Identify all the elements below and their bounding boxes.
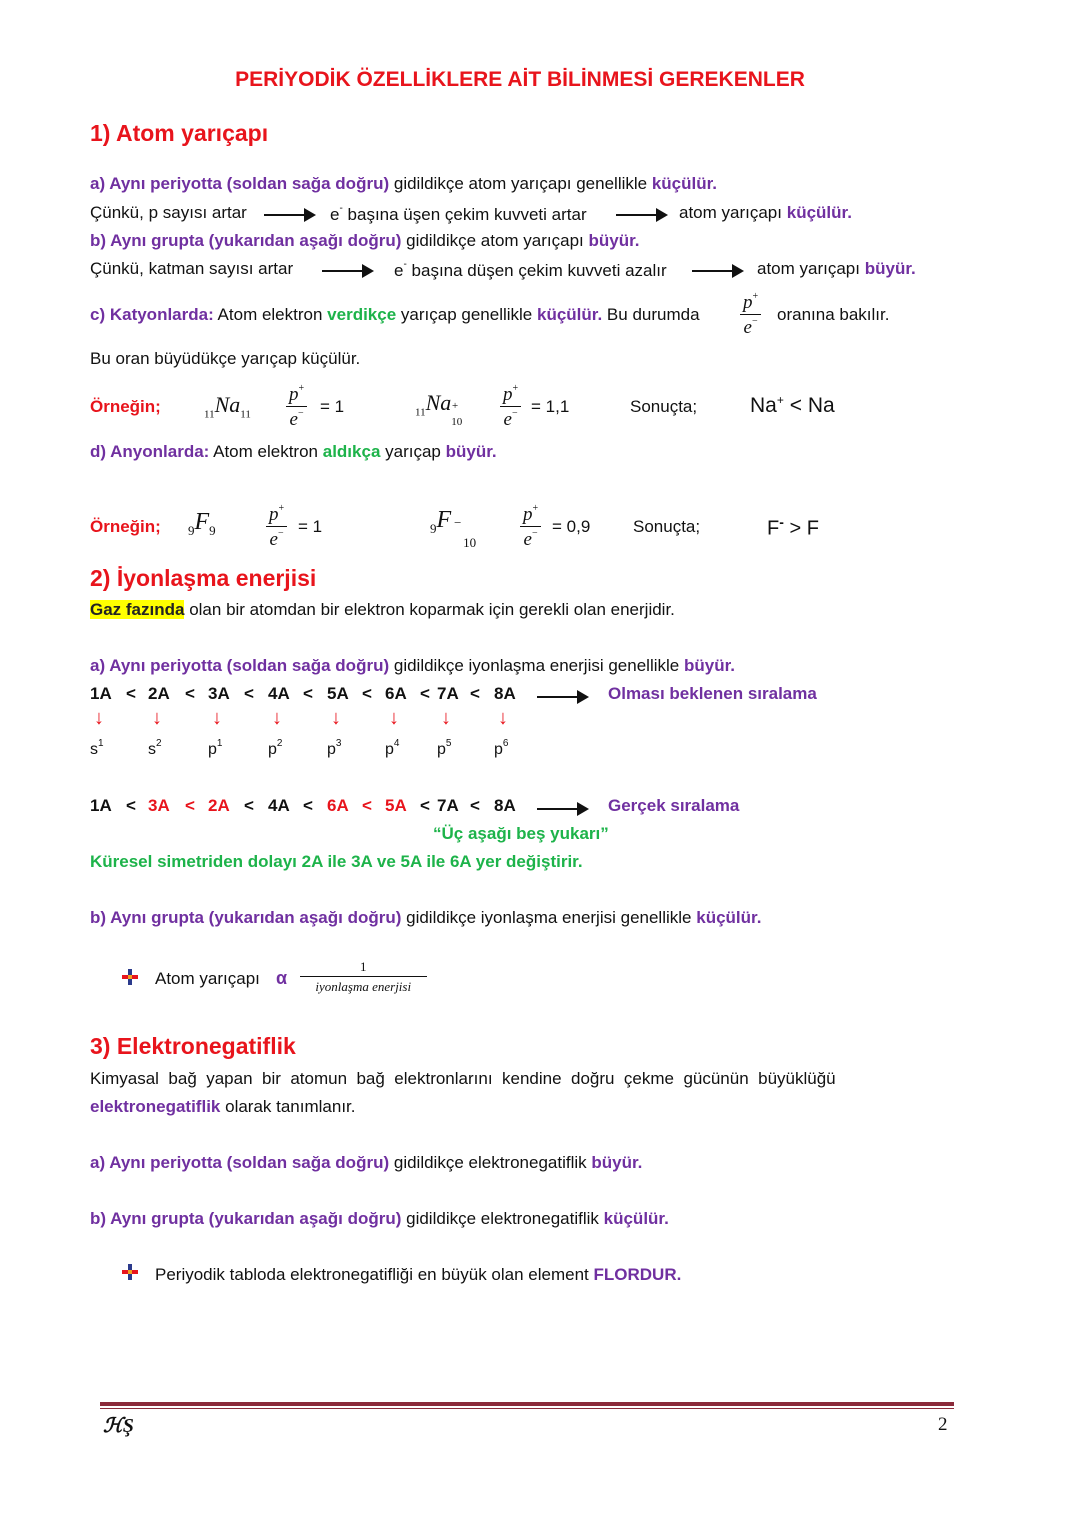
s1-b-reason3: atom yarıçapı büyür. <box>757 259 916 278</box>
symmetry-note: Küresel simetriden dolayı 2A ile 3A ve 5A ile 6A yer değiştirir. <box>90 852 583 871</box>
group-label-expected: 2A <box>148 684 170 703</box>
group-label-expected: 8A <box>494 684 516 703</box>
group-label-expected: 1A <box>90 684 112 703</box>
arrow-right-icon <box>537 808 587 810</box>
na-comparison: Na+ < Na <box>750 393 835 417</box>
orbital-label: $p^3$ <box>327 738 342 758</box>
orbital-label: $p^4$ <box>385 738 400 758</box>
group-label-actual: 2A <box>208 796 230 815</box>
result-label-2: Sonuçta; <box>633 517 701 536</box>
group-label-expected: 3A <box>208 684 230 703</box>
s2-definition: Gaz fazında olan bir atomdan bir elektron koparmak için gerekli olan enerjidir. <box>90 600 675 619</box>
example-label: Örneğin; <box>90 397 161 416</box>
s1-b-reason2: e- başına düşen çekim kuvveti azalır <box>394 259 667 280</box>
na-ion-notation: $_{11}$Na + 10 <box>415 390 463 428</box>
f-ratio-value: = 1 <box>298 517 323 536</box>
arrow-right-icon <box>322 270 372 272</box>
orbital-label: $s^1$ <box>90 738 104 758</box>
down-arrow-icon: ↓ <box>212 707 222 729</box>
f-atom-notation: $_9F_9$ <box>188 509 216 538</box>
s1-b-line: b) Aynı grupta (yukarıdan aşağı doğru) gidildikçe atom yarıçapı büyür. <box>90 231 640 250</box>
s3-bullet-text: Periyodik tabloda elektronegatifliği en büyük olan element FLORDUR. <box>155 1265 682 1284</box>
less-than-sign: < <box>303 796 313 815</box>
actual-order-label: Gerçek sıralama <box>608 796 740 815</box>
example-label-2: Örneğin; <box>90 517 161 536</box>
f-ratio-fraction: $\frac{p^+}{e^-}$ <box>266 504 287 549</box>
s1-c-line-end: oranına bakılır. <box>777 305 890 324</box>
down-arrow-icon: ↓ <box>441 707 451 729</box>
s3-definition-line2: elektronegatiflik olarak tanımlanır. <box>90 1097 356 1116</box>
less-than-sign: < <box>303 684 313 703</box>
s2-a-line: a) Aynı periyotta (soldan sağa doğru) gidildikçe iyonlaşma enerjisi genellikle büyür. <box>90 656 735 675</box>
s1-a-reason3: atom yarıçapı küçülür. <box>679 203 852 222</box>
orbital-label: $p^1$ <box>208 738 223 758</box>
s1-c-line2: Bu oran büyüdükçe yarıçap küçülür. <box>90 349 361 368</box>
section-heading-ionization: 2) İyonlaşma enerjisi <box>90 565 317 591</box>
s2-b-line: b) Aynı grupta (yukarıdan aşağı doğru) gidildikçe iyonlaşma enerjisi genellikle küçülür. <box>90 908 762 927</box>
less-than-sign: < <box>362 684 372 703</box>
na-atom-notation: $_{11}Na_{11}$ <box>204 392 251 421</box>
section-heading-electronegativity: 3) Elektronegatiflik <box>90 1033 296 1059</box>
f-ion-notation: $_9$F − 10 <box>430 507 477 550</box>
f-ion-ratio-value: = 0,9 <box>552 517 591 536</box>
s1-a-reason2: e- başına üşen çekim kuvveti artar <box>330 203 587 224</box>
arrow-right-icon <box>264 214 314 216</box>
section-heading-atom-radius: 1) Atom yarıçapı <box>90 120 269 146</box>
orbital-label: $p^5$ <box>437 738 452 758</box>
footer-rule-thin <box>100 1408 954 1409</box>
f-comparison: F- > F <box>767 514 819 540</box>
orbital-label: $p^2$ <box>268 738 283 758</box>
less-than-sign: < <box>470 684 480 703</box>
less-than-sign: < <box>244 796 254 815</box>
less-than-sign: < <box>420 684 430 703</box>
group-label-actual: 7A <box>437 796 459 815</box>
na-ratio-fraction: $\frac{p^+}{e^-}$ <box>286 384 307 429</box>
na-ion-ratio-value: = 1,1 <box>531 397 570 416</box>
page-number: 2 <box>938 1414 948 1435</box>
down-arrow-icon: ↓ <box>94 707 104 729</box>
down-arrow-icon: ↓ <box>272 707 282 729</box>
orbital-label: $s^2$ <box>148 738 162 758</box>
less-than-sign: < <box>244 684 254 703</box>
s1-b-reason1: Çünkü, katman sayısı artar <box>90 259 294 278</box>
group-label-expected: 6A <box>385 684 407 703</box>
group-label-expected: 4A <box>268 684 290 703</box>
mnemonic: “Üç aşağı beş yukarı” <box>433 824 609 843</box>
s1-a-reason1: Çünkü, p sayısı artar <box>90 203 247 222</box>
group-label-expected: 7A <box>437 684 459 703</box>
author-initials: ℋŞ <box>103 1415 134 1437</box>
arrow-right-icon <box>692 270 742 272</box>
ratio-fraction: $\frac{p^+}{e^-}$ <box>740 292 761 337</box>
na-ion-ratio-fraction: $\frac{p^+}{e^-}$ <box>500 384 521 429</box>
down-arrow-icon: ↓ <box>152 707 162 729</box>
orbital-label: $p^6$ <box>494 738 509 758</box>
less-than-sign: < <box>185 796 195 815</box>
footer-rule <box>100 1402 954 1406</box>
group-label-actual: 5A <box>385 796 407 815</box>
na-ratio-value: = 1 <box>320 397 345 416</box>
arrow-right-icon <box>537 696 587 698</box>
s1-d-line: d) Anyonlarda: Atom elektron aldıkça yarıçap büyür. <box>90 442 497 461</box>
s3-b-line: b) Aynı grupta (yukarıdan aşağı doğru) gidildikçe elektronegatiflik küçülür. <box>90 1209 669 1228</box>
less-than-sign: < <box>185 684 195 703</box>
proportion-fraction: 1 iyonlaşma enerjisi <box>300 960 427 993</box>
plus-bullet-icon <box>121 968 139 986</box>
down-arrow-icon: ↓ <box>389 707 399 729</box>
down-arrow-icon: ↓ <box>331 707 341 729</box>
group-label-actual: 8A <box>494 796 516 815</box>
s1-a-line: a) Aynı periyotta (soldan sağa doğru) gidildikçe atom yarıçapı genellikle küçülür. <box>90 174 718 193</box>
group-label-actual: 4A <box>268 796 290 815</box>
plus-bullet-icon <box>121 1263 139 1281</box>
s3-a-line: a) Aynı periyotta (soldan sağa doğru) gidildikçe elektronegatiflik büyür. <box>90 1153 643 1172</box>
s1-c-line: c) Katyonlarda: Atom elektron verdikçe yarıçap genellikle küçülür. Bu durumda <box>90 305 700 324</box>
less-than-sign: < <box>470 796 480 815</box>
group-label-actual: 6A <box>327 796 349 815</box>
group-label-actual: 3A <box>148 796 170 815</box>
expected-order-label: Olması beklenen sıralama <box>608 684 817 703</box>
proportion-text: Atom yarıçapı <box>155 969 260 988</box>
group-label-actual: 1A <box>90 796 112 815</box>
page-title: PERİYODİK ÖZELLİKLERE AİT BİLİNMESİ GEREKENLER <box>235 68 805 91</box>
less-than-sign: < <box>362 796 372 815</box>
less-than-sign: < <box>126 796 136 815</box>
s3-definition-line1: Kimyasal bağ yapan bir atomun bağ elektronlarını kendine doğru çekme gücünün büyüklüğü <box>90 1069 836 1088</box>
result-label: Sonuçta; <box>630 397 698 416</box>
arrow-right-icon <box>616 214 666 216</box>
less-than-sign: < <box>420 796 430 815</box>
down-arrow-icon: ↓ <box>498 707 508 729</box>
alpha-symbol: α <box>276 968 288 988</box>
less-than-sign: < <box>126 684 136 703</box>
f-ion-ratio-fraction: $\frac{p^+}{e^-}$ <box>520 504 541 549</box>
group-label-expected: 5A <box>327 684 349 703</box>
